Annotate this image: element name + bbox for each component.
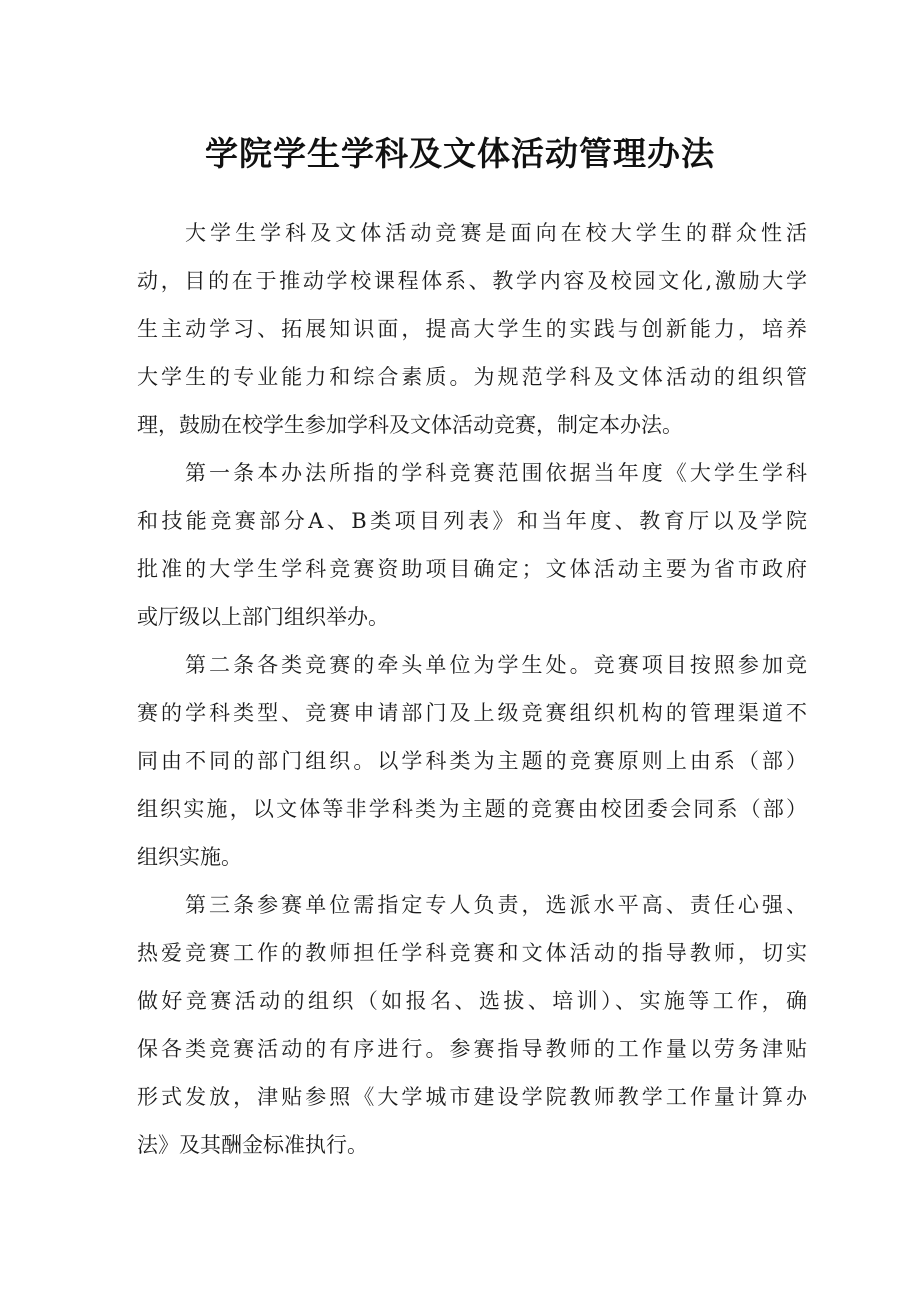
article-3-line-3: 做好竞赛活动的组织（如报名、选拔、培训）、实施等工作，确: [137, 989, 807, 1013]
article-1-line-2: 和技能竞赛部分A、B类项目列表》和当年度、教育厅以及学院: [137, 509, 807, 533]
article-1-line-1: 第一条本办法所指的学科竞赛范围依据当年度《大学生学科: [185, 461, 807, 485]
paragraph-1-line-5: 理，鼓励在校学生参加学科及文体活动竞赛，制定本办法。: [137, 413, 683, 437]
paragraph-1-line-2: 动，目的在于推动学校课程体系、教学内容及校园文化,激励大学: [137, 269, 807, 293]
paragraph-1-line-3: 生主动学习、拓展知识面，提高大学生的实践与创新能力，培养: [137, 317, 807, 341]
article-3-line-6: 法》及其酬金标准执行。: [137, 1133, 368, 1157]
article-2-line-3: 同由不同的部门组织。以学科类为主题的竞赛原则上由系（部）: [137, 749, 807, 773]
article-2-line-2: 赛的学科类型、竞赛申请部门及上级竞赛组织机构的管理渠道不: [137, 701, 807, 725]
article-2-line-4: 组织实施，以文体等非学科类为主题的竞赛由校团委会同系（部）: [137, 797, 807, 821]
article-3-line-2: 热爱竞赛工作的教师担任学科竞赛和文体活动的指导教师，切实: [137, 941, 807, 965]
article-3-line-5: 形式发放，津贴参照《大学城市建设学院教师教学工作量计算办: [137, 1085, 807, 1109]
article-2-line-1: 第二条各类竞赛的牵头单位为学生处。竞赛项目按照参加竞: [185, 653, 807, 677]
article-2-line-5: 组织实施。: [137, 845, 242, 869]
document-title: 学院学生学科及文体活动管理办法: [205, 134, 715, 173]
paragraph-1-line-4: 大学生的专业能力和综合素质。为规范学科及文体活动的组织管: [137, 365, 807, 389]
article-1-line-3: 批准的大学生学科竞赛资助项目确定；文体活动主要为省市政府: [137, 557, 807, 581]
article-1-line-4: 或厅级以上部门组织举办。: [137, 605, 389, 629]
paragraph-1-line-1: 大学生学科及文体活动竞赛是面向在校大学生的群众性活: [185, 221, 807, 245]
article-3-line-1: 第三条参赛单位需指定专人负责，选派水平高、责任心强、: [185, 893, 807, 917]
article-3-line-4: 保各类竞赛活动的有序进行。参赛指导教师的工作量以劳务津贴: [137, 1037, 807, 1061]
